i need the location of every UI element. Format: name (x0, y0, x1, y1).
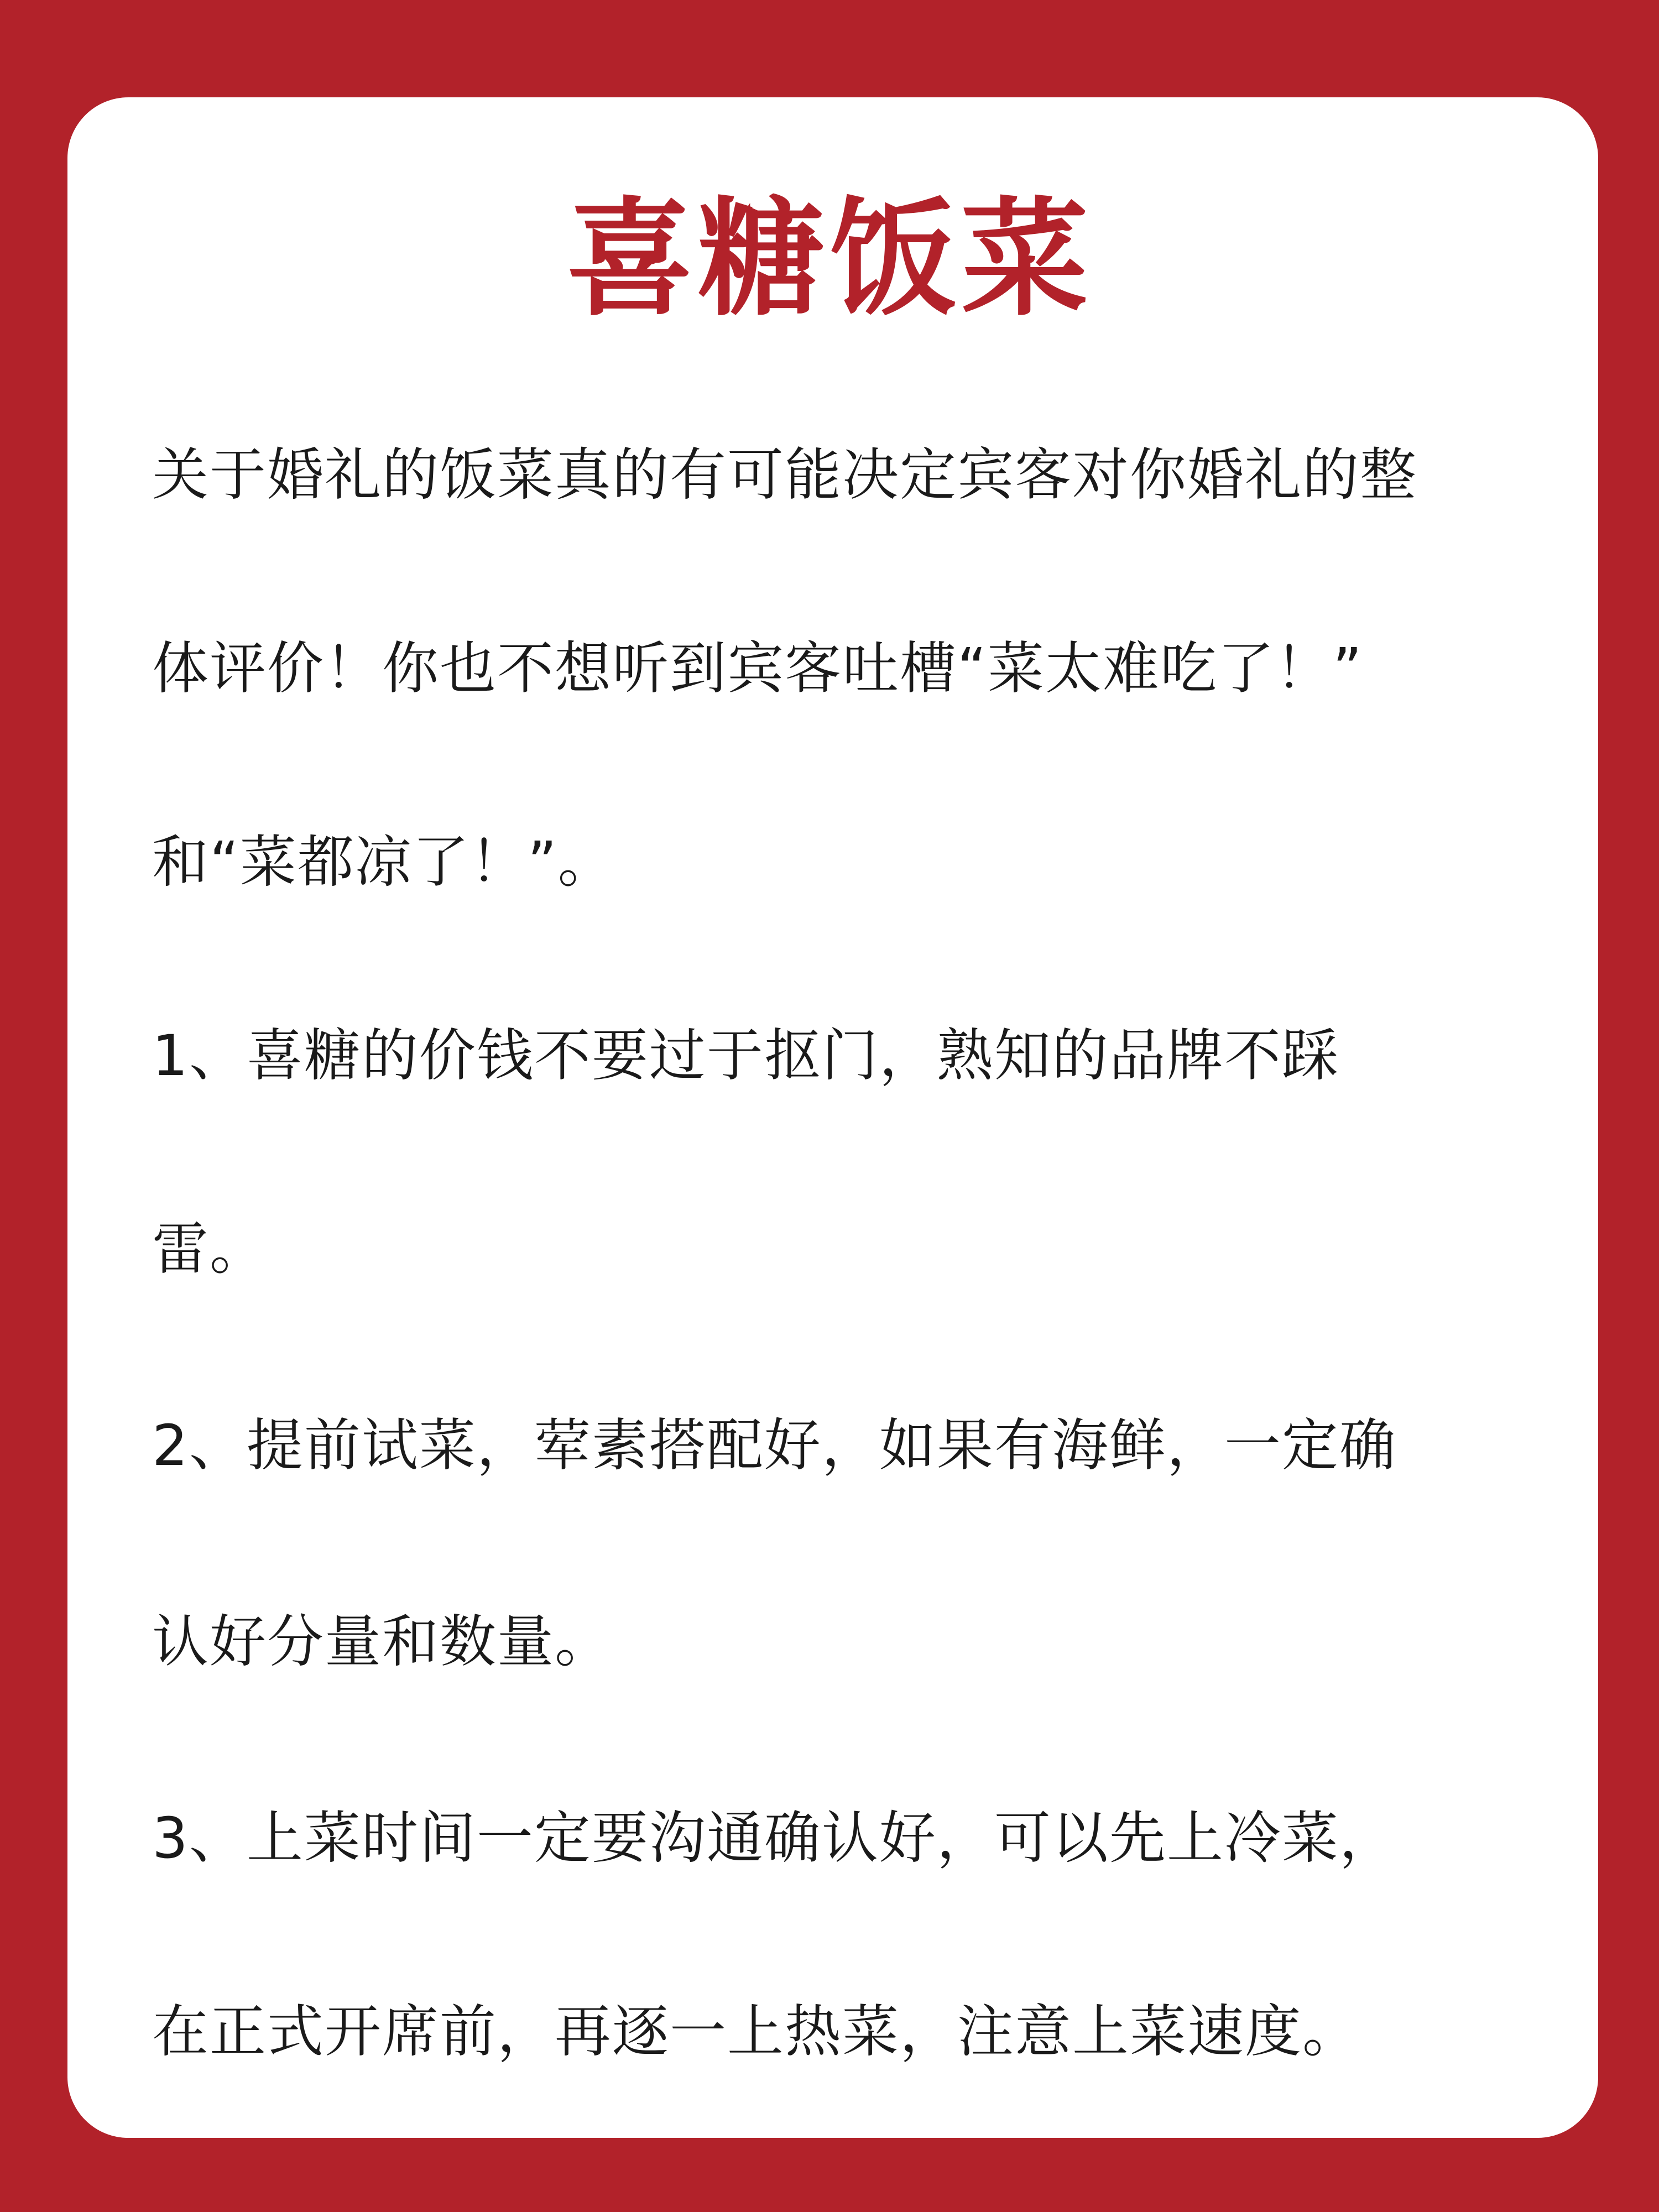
body-line-2: 体评价！你也不想听到宾客吐槽“菜太难吃了！” (152, 636, 1363, 702)
body-line-4: 1、喜糖的价钱不要过于抠门，熟知的品牌不踩 (152, 1023, 1339, 1089)
page-title: 喜糖饭菜 (566, 186, 1093, 333)
body-line-6: 2、提前试菜，荤素搭配好，如果有海鲜，一定确 (152, 1413, 1397, 1479)
body-line-9: 在正式开席前，再逐一上热菜，注意上菜速度。 (152, 1999, 1360, 2065)
body-line-8: 3、上菜时间一定要沟通确认好，可以先上冷菜， (152, 1806, 1397, 1871)
body-line-3: 和“菜都凉了！”。 (152, 830, 615, 895)
body-line-7: 认好分量和数量。 (152, 1609, 612, 1675)
body-line-5: 雷。 (152, 1217, 267, 1282)
body-line-1: 关于婚礼的饭菜真的有可能决定宾客对你婚礼的整 (152, 442, 1417, 508)
